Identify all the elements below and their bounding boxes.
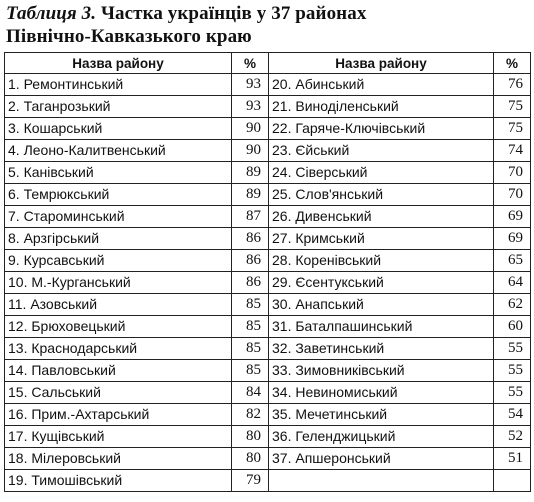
table-caption: [6, 2, 530, 48]
table-header-row: [5, 53, 531, 74]
table-row: [5, 404, 531, 426]
district-name-cell: 33. Зимовниківський: [269, 360, 494, 382]
percent-cell: 69: [494, 228, 531, 250]
table-row: [5, 294, 531, 316]
district-name-cell: 3. Кошарський: [5, 118, 232, 140]
percent-cell: 55: [494, 360, 531, 382]
percent-cell: 86: [232, 250, 269, 272]
table-row: [5, 360, 531, 382]
table-row: [5, 316, 531, 338]
percent-cell: 74: [494, 140, 531, 162]
header-percent-left: %: [232, 53, 269, 74]
district-name-cell: 10. М.-Курганський: [5, 272, 232, 294]
percent-cell: 70: [494, 162, 531, 184]
percent-cell: 87: [232, 206, 269, 228]
table-row: [5, 448, 531, 470]
percent-cell: 89: [232, 162, 269, 184]
district-name-cell: [269, 470, 494, 492]
header-district-name-left: Назва району: [5, 53, 232, 74]
district-name-cell: 35. Мечетинський: [269, 404, 494, 426]
percent-cell: [494, 470, 531, 492]
table-row: [5, 206, 531, 228]
districts-table: [4, 52, 531, 492]
district-name-cell: 27. Кримський: [269, 228, 494, 250]
table-body: [5, 74, 531, 492]
district-name-cell: 17. Кущівський: [5, 426, 232, 448]
percent-cell: 55: [494, 338, 531, 360]
table-row: [5, 74, 531, 96]
district-name-cell: 21. Виноділенський: [269, 96, 494, 118]
table-row: [5, 162, 531, 184]
district-name-cell: 24. Сіверський: [269, 162, 494, 184]
caption-line-1: [6, 2, 530, 25]
percent-cell: 76: [494, 74, 531, 96]
district-name-cell: 32. Заветинський: [269, 338, 494, 360]
district-name-cell: 30. Анапський: [269, 294, 494, 316]
header-district-name-right: Назва району: [269, 53, 494, 74]
percent-cell: 90: [232, 118, 269, 140]
district-name-cell: 13. Краснодарський: [5, 338, 232, 360]
table-row: [5, 470, 531, 492]
table-row: [5, 272, 531, 294]
percent-cell: 86: [232, 272, 269, 294]
header-percent-right: %: [494, 53, 531, 74]
district-name-cell: 19. Тимошівський: [5, 470, 232, 492]
district-name-cell: 34. Невиномиський: [269, 382, 494, 404]
percent-cell: 80: [232, 448, 269, 470]
district-name-cell: 18. Мілеровський: [5, 448, 232, 470]
table-row: [5, 140, 531, 162]
table-row: [5, 338, 531, 360]
district-name-cell: 23. Єйський: [269, 140, 494, 162]
district-name-cell: 2. Таганрозький: [5, 96, 232, 118]
district-name-cell: 36. Геленджицький: [269, 426, 494, 448]
table-row: [5, 228, 531, 250]
table-row: [5, 426, 531, 448]
table-number-label: Таблиця 3.: [6, 3, 97, 24]
table-title-line-2: Північно-Кавказького краю: [6, 26, 252, 47]
percent-cell: 70: [494, 184, 531, 206]
district-name-cell: 8. Арзгірський: [5, 228, 232, 250]
district-name-cell: 6. Темрюкський: [5, 184, 232, 206]
percent-cell: 85: [232, 338, 269, 360]
percent-cell: 55: [494, 382, 531, 404]
percent-cell: 85: [232, 360, 269, 382]
percent-cell: 64: [494, 272, 531, 294]
table-row: [5, 382, 531, 404]
percent-cell: 75: [494, 96, 531, 118]
percent-cell: 54: [494, 404, 531, 426]
percent-cell: 60: [494, 316, 531, 338]
district-name-cell: 5. Канівський: [5, 162, 232, 184]
table-row: [5, 184, 531, 206]
district-name-cell: 16. Прим.-Ахтарський: [5, 404, 232, 426]
district-name-cell: 7. Староминський: [5, 206, 232, 228]
percent-cell: 69: [494, 206, 531, 228]
percent-cell: 85: [232, 316, 269, 338]
percent-cell: 93: [232, 96, 269, 118]
percent-cell: 84: [232, 382, 269, 404]
district-name-cell: 4. Леоно-Калитвенський: [5, 140, 232, 162]
district-name-cell: 31. Баталпашинський: [269, 316, 494, 338]
district-name-cell: 29. Єсентукський: [269, 272, 494, 294]
percent-cell: 75: [494, 118, 531, 140]
district-name-cell: 14. Павловський: [5, 360, 232, 382]
district-name-cell: 11. Азовський: [5, 294, 232, 316]
district-name-cell: 15. Сальський: [5, 382, 232, 404]
district-name-cell: 1. Ремонтинський: [5, 74, 232, 96]
percent-cell: 51: [494, 448, 531, 470]
district-name-cell: 25. Слов'янський: [269, 184, 494, 206]
district-name-cell: 28. Коренівський: [269, 250, 494, 272]
district-name-cell: 22. Гаряче-Ключівський: [269, 118, 494, 140]
percent-cell: 93: [232, 74, 269, 96]
percent-cell: 90: [232, 140, 269, 162]
table-row: [5, 250, 531, 272]
percent-cell: 89: [232, 184, 269, 206]
table-row: [5, 96, 531, 118]
percent-cell: 82: [232, 404, 269, 426]
percent-cell: 62: [494, 294, 531, 316]
table-title-line-1: Частка українців у 37 районах: [100, 3, 367, 24]
percent-cell: 85: [232, 294, 269, 316]
district-name-cell: 26. Дивенський: [269, 206, 494, 228]
percent-cell: 65: [494, 250, 531, 272]
district-name-cell: 20. Абинський: [269, 74, 494, 96]
district-name-cell: 37. Апшеронський: [269, 448, 494, 470]
district-name-cell: 9. Курсавський: [5, 250, 232, 272]
percent-cell: 79: [232, 470, 269, 492]
percent-cell: 86: [232, 228, 269, 250]
percent-cell: 52: [494, 426, 531, 448]
percent-cell: 80: [232, 426, 269, 448]
district-name-cell: 12. Брюховецький: [5, 316, 232, 338]
table-row: [5, 118, 531, 140]
